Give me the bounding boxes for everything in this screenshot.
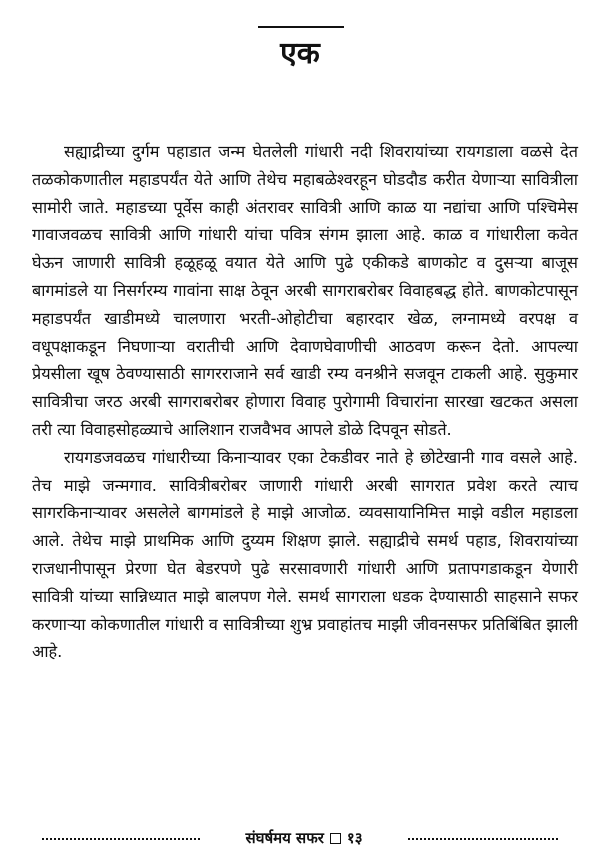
chapter-body (32, 138, 578, 666)
title-rule (258, 26, 344, 28)
footer-book-title: संघर्षमय सफर (245, 829, 324, 847)
square-separator-icon (330, 833, 341, 844)
footer-rule-right (408, 838, 558, 840)
paragraph: सह्याद्रीच्या दुर्गम पहाडात जन्म घेतलेली गांधारी नदी शिवरायांच्या रायगडाला वळसे देत तळकोकणातील महाडपर्यंत येते आणि तेथेच महाबळेश्वरहून घोडदौड करीत येणाऱ्या सावित्रीला सामोरी जाते. महाडच्या पूर्वेस काही अंतरावर सावित्री आणि काळ या नद्यांचा आणि पश्चिमेस गावाजवळच सावित्री आणि गांधारी यांचा पवित्र संगम झाला आहे. काळ व गांधारीला कवेत घेऊन जाणारी सावित्री हळूहळू वयात येते आणि पुढे एकीकडे बाणकोट व दुसऱ्या बाजूस बागमांडले या निसर्गरम्य गावांना साक्ष ठेवून अरबी सागराबरोबर विवाहबद्ध होते. बाणकोटपासून महाडपर्यंत खाडीमध्ये चालणारा भरती-ओहोटीचा बहारदार खेळ, लग्नामध्ये वरपक्ष व वधूपक्षाकडून निघणाऱ्या वरातीची आणि देवाणघेवाणीची आठवण करून देतो. आपल्या प्रेयसीला खूष ठेवण्यासाठी सागरराजाने सर्व खाडी रम्य वनश्रीने सजवून टाकली आहे. सुकुमार सावित्रीचा जरठ अरबी सागराबरोबर होणारा विवाह पुरोगामी विचारांना सारखा खटकत असला तरी त्या विवाहसोहळ्याचे आलिशान राजवैभव आपले डोळे दिपवून सोडते. (32, 142, 578, 439)
page-footer (200, 826, 408, 850)
chapter-title: एक (280, 36, 320, 71)
page-number: १३ (346, 829, 363, 847)
footer-rule-left (42, 838, 200, 840)
paragraph: रायगडजवळच गांधारीच्या किनाऱ्यावर एका टेकडीवर नाते हे छोटेखानी गाव वसले आहे. तेच माझे जन्मगाव. सावित्रीबरोबर जाणारी गांधारी अरबी सागरात प्रवेश करते त्याच सागरकिनाऱ्यावर असलेले बागमांडले हे माझे आजोळ. व्यवसायानिमित्त माझे वडील महाडला आले. तेथेच माझे प्राथमिक आणि दुय्यम शिक्षण झाले. सह्याद्रीचे समर्थ पहाड, शिवरायांच्या राजधानीपासून प्रेरणा घेत बेडरपणे पुढे सरसावणारी गांधारी आणि प्रतापगडाकडून येणारी सावित्री यांच्या सान्निध्यात माझे बालपण गेले. समर्थ सागराला धडक देण्यासाठी साहसाने सफर करणाऱ्या कोकणातील गांधारी व सावित्रीच्या शुभ्र प्रवाहांतच माझी जीवनसफर प्रतिबिंबित झाली आहे. (32, 447, 578, 662)
